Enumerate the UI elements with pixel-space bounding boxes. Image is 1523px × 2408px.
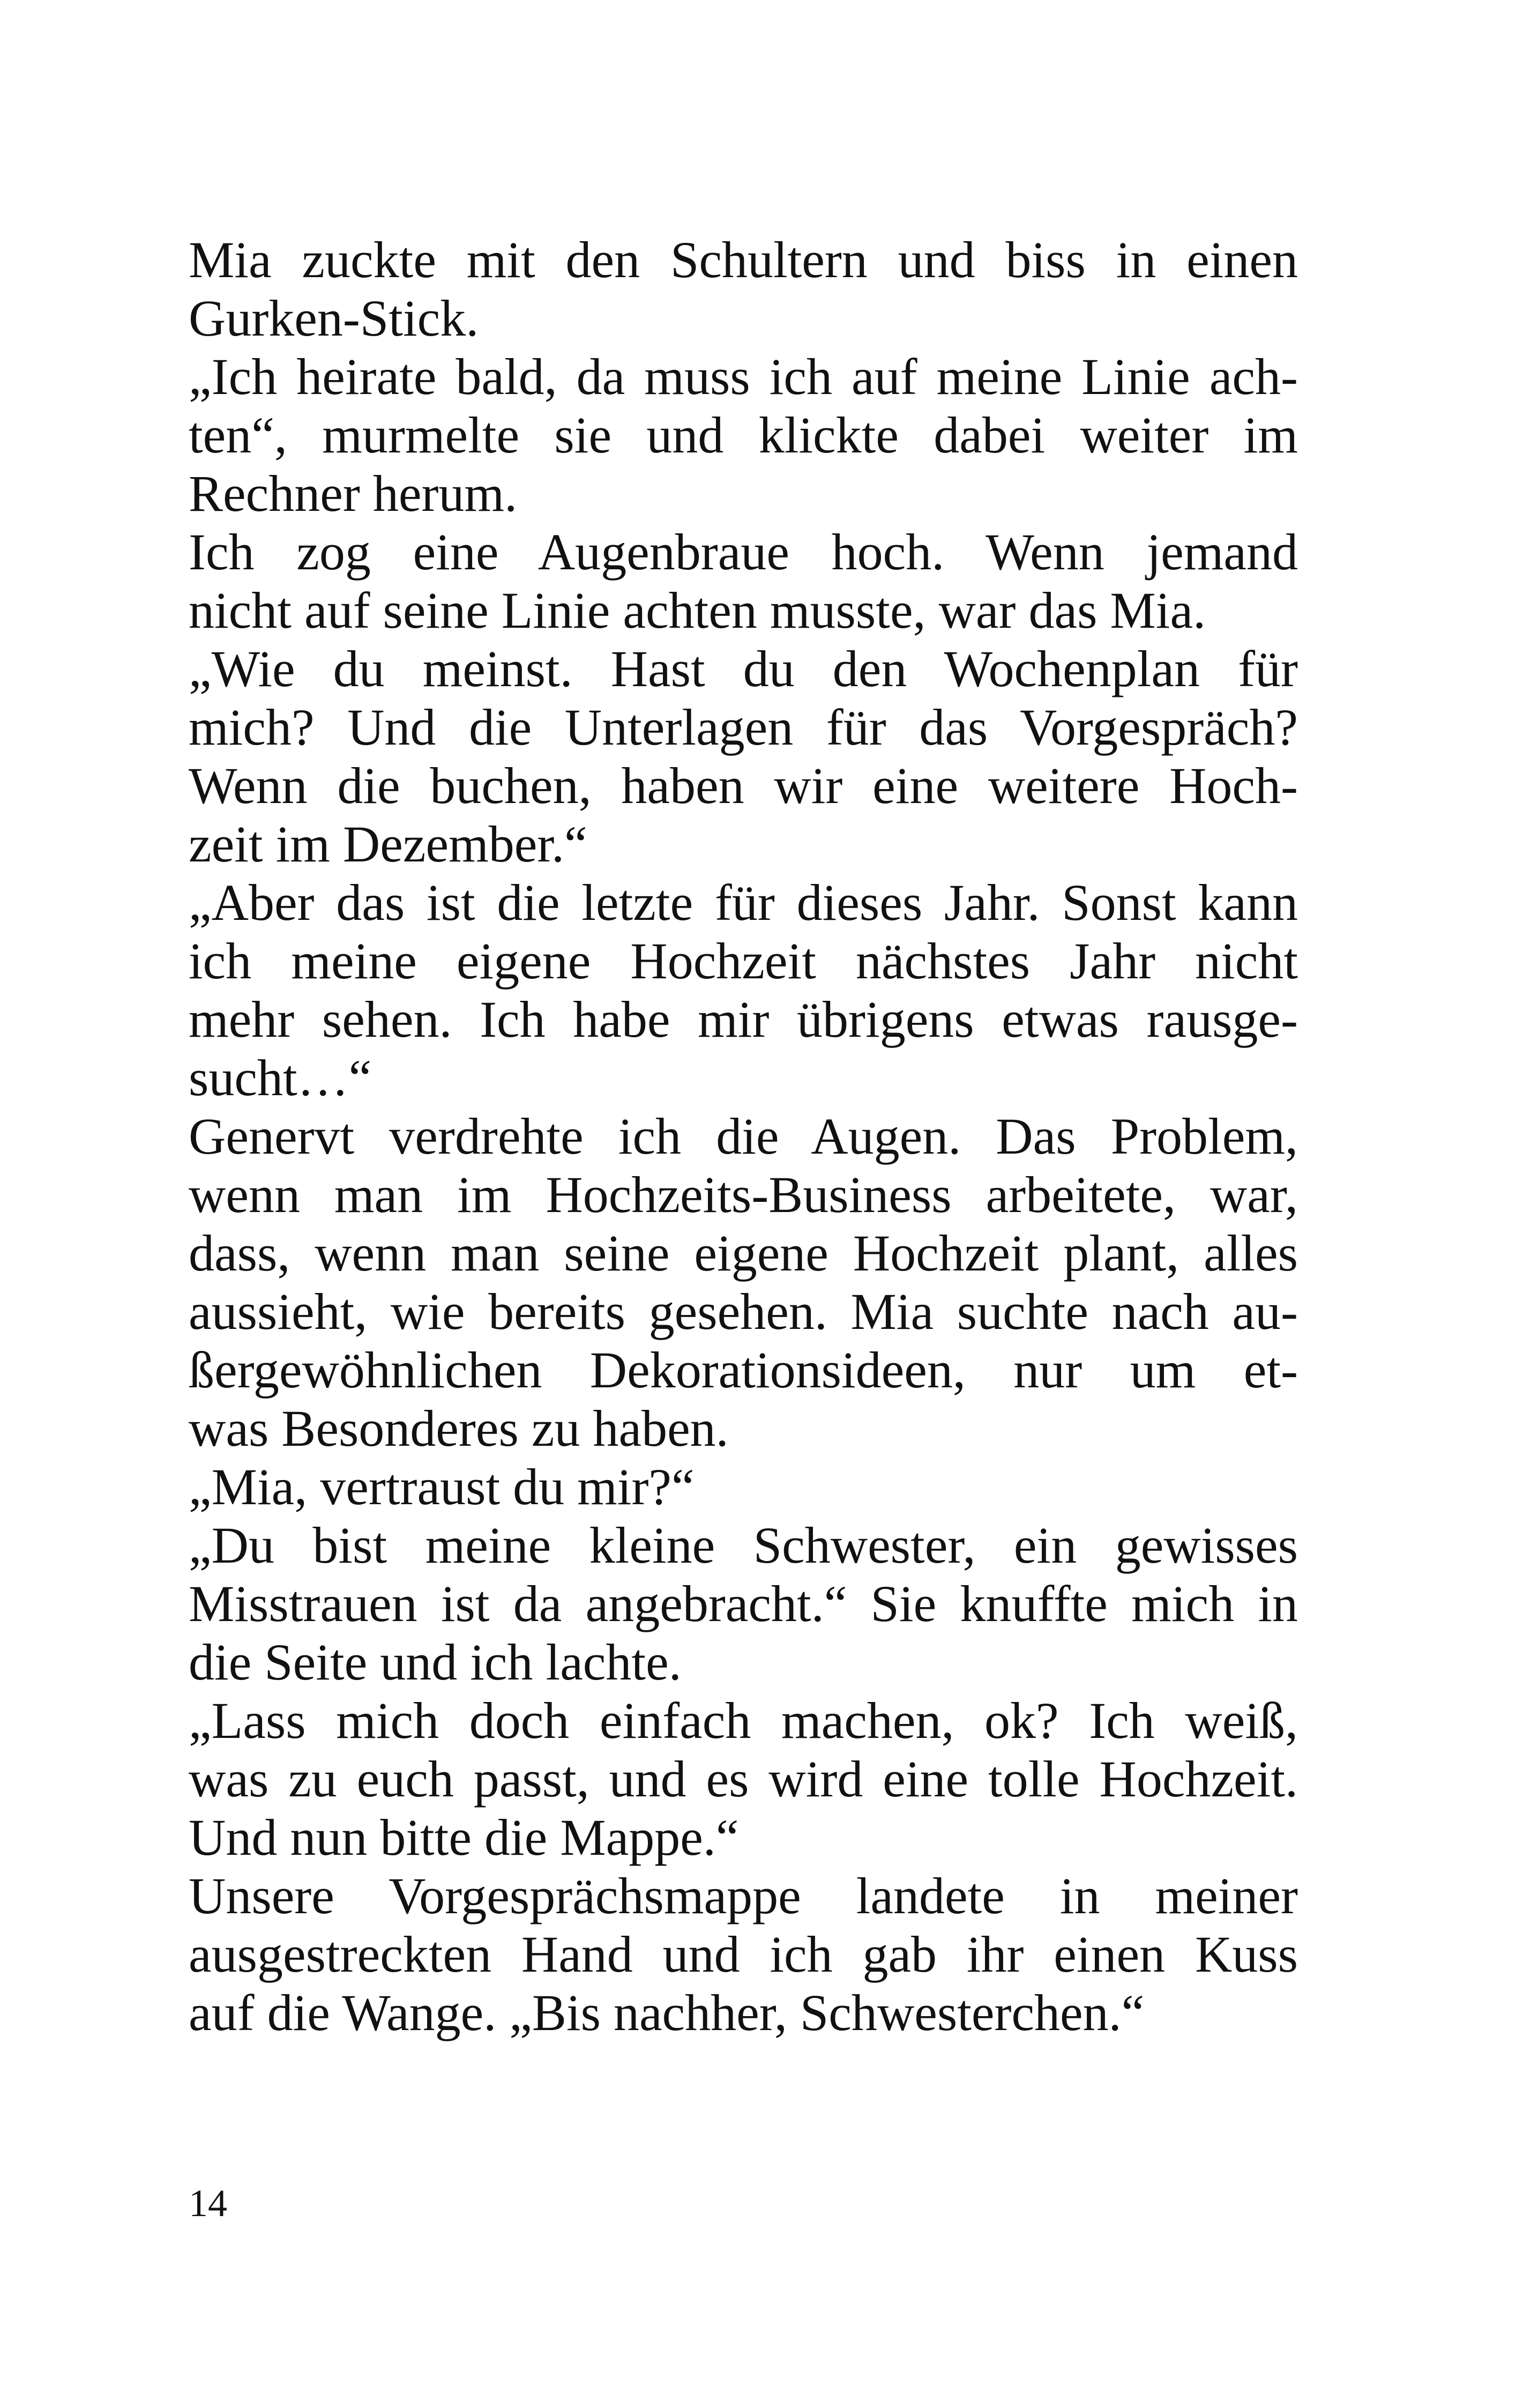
text-line: „Lass mich doch einfach machen, ok? Ich weiß, [189,1692,1298,1749]
text-line: „Wie du meinst. Hast du den Wochenplan für [189,640,1298,697]
text-line: Wenn die buchen, haben wir eine weitere Hoch- [189,757,1298,814]
text-line: Genervt verdrehte ich die Augen. Das Problem, [189,1108,1298,1165]
text-line: mehr sehen. Ich habe mir übrigens etwas rausge- [189,991,1298,1048]
text-line: aussieht, wie bereits gesehen. Mia suchte nach au- [189,1283,1298,1340]
text-line: die Seite und ich lachte. [189,1633,682,1691]
text-line: nicht auf seine Linie achten musste, war das Mia. [189,582,1206,639]
text-line: dass, wenn man seine eigene Hochzeit plant, alles [189,1224,1298,1282]
text-line: ausgestreckten Hand und ich gab ihr einen Kuss [189,1926,1298,1983]
text-line: was Besonderes zu haben. [189,1400,729,1457]
text-line: „Aber das ist die letzte für dieses Jahr. Sonst kann [189,874,1298,931]
text-line: Und nun bitte die Mappe.“ [189,1809,739,1866]
text-line: Ich zog eine Augenbraue hoch. Wenn jemand [189,523,1298,581]
text-line: Mia zuckte mit den Schultern und biss in einen [189,231,1298,288]
text-line: „Mia, vertraust du mir?“ [189,1458,695,1515]
text-line: „Du bist meine kleine Schwester, ein gewisses [189,1517,1298,1574]
text-line: zeit im Dezember.“ [189,815,587,873]
text-line: ßergewöhnlichen Dekorationsideen, nur um et- [189,1341,1298,1399]
text-line: Gurken-Stick. [189,289,479,347]
page-number: 14 [189,2182,227,2225]
text-line: ten“, murmelte sie und klickte dabei weiter im [189,406,1298,464]
text-line: sucht…“ [189,1049,372,1106]
text-line: Unsere Vorgesprächsmappe landete in meiner [189,1867,1298,1924]
text-line: was zu euch passt, und es wird eine tolle Hochzeit. [189,1750,1298,1808]
text-line: mich? Und die Unterlagen für das Vorgespräch? [189,698,1298,756]
text-line: „Ich heirate bald, da muss ich auf meine Linie ach- [189,348,1298,405]
text-line: ich meine eigene Hochzeit nächstes Jahr nicht [189,932,1298,990]
text-line: auf die Wange. „Bis nachher, Schwesterchen.“ [189,1984,1145,2041]
text-line: Rechner herum. [189,465,518,522]
text-line: wenn man im Hochzeits-Business arbeitete, war, [189,1166,1298,1223]
body-text [189,231,1298,2042]
text-line: Misstrauen ist da angebracht.“ Sie knuffte mich in [189,1575,1298,1632]
